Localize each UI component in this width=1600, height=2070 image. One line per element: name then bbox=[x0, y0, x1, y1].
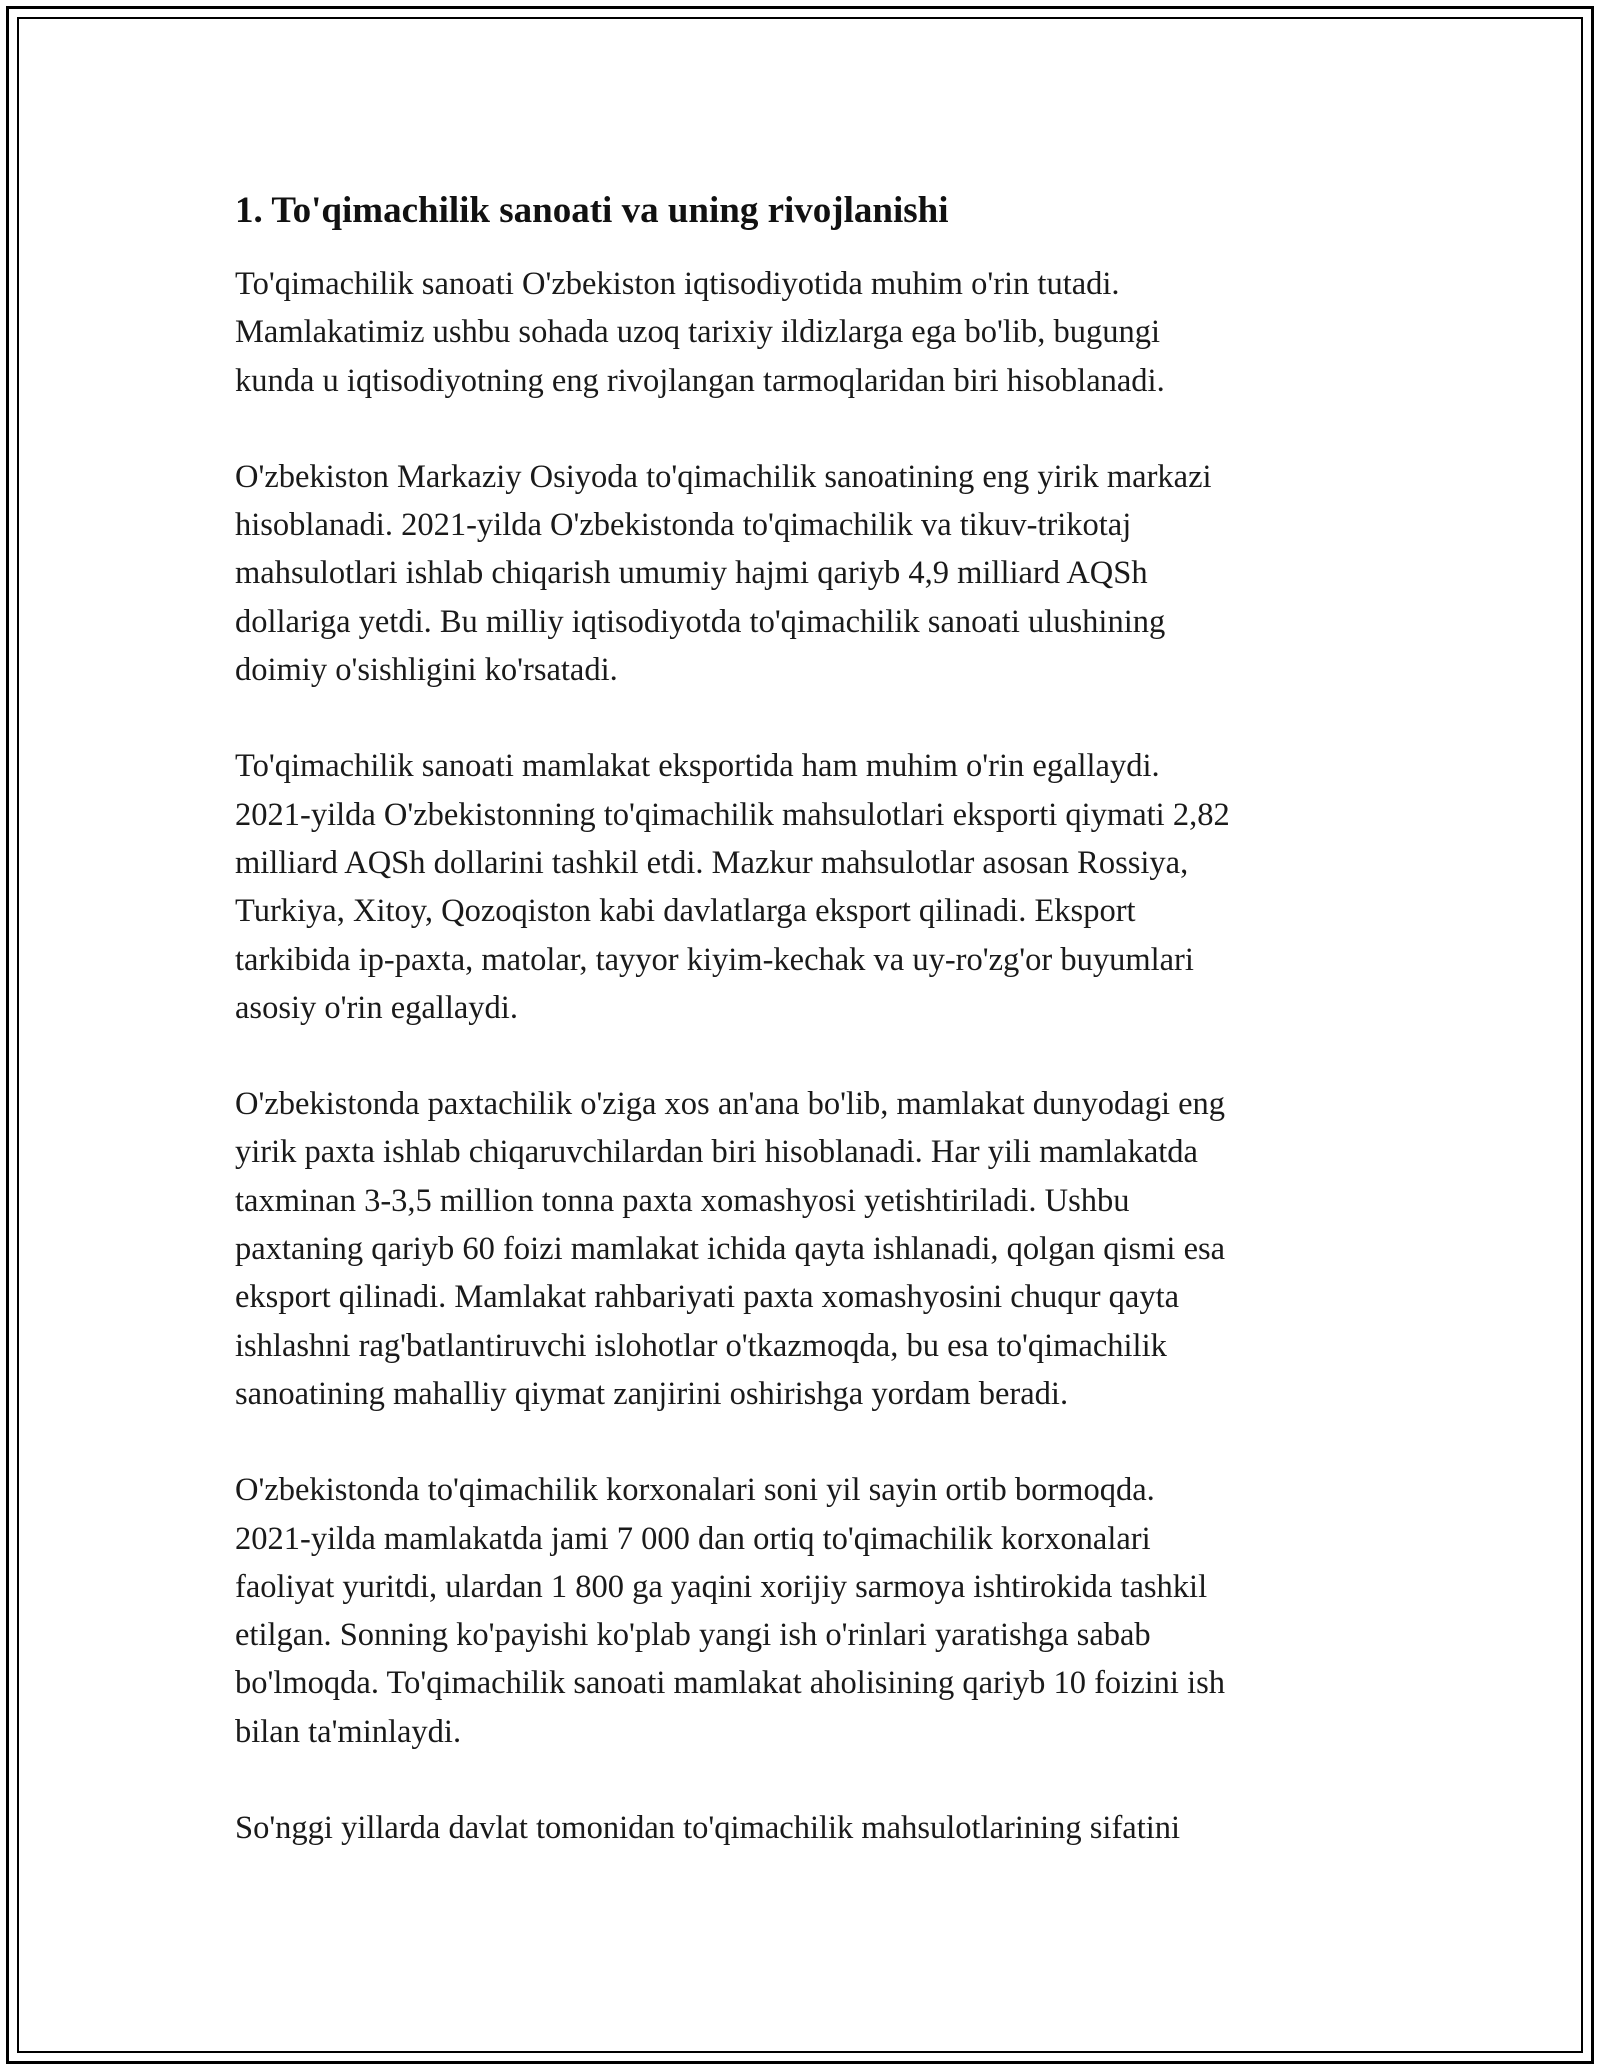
paragraph-list bbox=[235, 260, 1375, 1852]
paragraph-line: Mamlakatimiz ushbu sohada uzoq tarixiy ildizlarga ega bo'lib, bugungi bbox=[235, 314, 1160, 351]
document-body bbox=[235, 186, 1375, 1900]
paragraph-line: tarkibida ip-paxta, matolar, tayyor kiyim-kechak va uy-ro'zg'or buyumlari bbox=[235, 941, 1194, 978]
paragraph-line: 2021-yilda O'zbekistonning to'qimachilik mahsulotlari eksporti qiymati 2,82 bbox=[235, 796, 1230, 833]
paragraph-line: To'qimachilik sanoati O'zbekiston iqtisodiyotida muhim o'rin tutadi. bbox=[235, 266, 1120, 302]
paragraph-line: bo'lmoqda. To'qimachilik sanoati mamlakat aholisining qariyb 10 foizini ish bbox=[235, 1665, 1225, 1702]
paragraph-line: bilan ta'minlaydi. bbox=[235, 1713, 462, 1750]
paragraph-line: kunda u iqtisodiyotning eng rivojlangan tarmoqlaridan biri hisoblanadi. bbox=[235, 362, 1165, 399]
paragraph-line: O'zbekistonda to'qimachilik korxonalari soni yil sayin ortib bormoqda. bbox=[235, 1472, 1155, 1509]
paragraph-line: O'zbekistonda paxtachilik o'ziga xos an'ana bo'lib, mamlakat dunyodagi eng bbox=[235, 1086, 1226, 1123]
paragraph-line: faoliyat yuritdi, ulardan 1 800 ga yaqini xorijiy sarmoya ishtirokida tashkil bbox=[235, 1568, 1208, 1605]
paragraph bbox=[235, 1080, 1375, 1418]
paragraph bbox=[235, 742, 1375, 1032]
paragraph-line: milliard AQSh dollarini tashkil etdi. Mazkur mahsulotlar asosan Rossiya, bbox=[235, 844, 1189, 881]
paragraph-line: mahsulotlari ishlab chiqarish umumiy hajmi qariyb 4,9 milliard AQSh bbox=[235, 555, 1148, 592]
paragraph bbox=[235, 1804, 1375, 1852]
paragraph-line: sanoatining mahalliy qiymat zanjirini oshirishga yordam beradi. bbox=[235, 1375, 1069, 1412]
paragraph-line: So'nggi yillarda davlat tomonidan to'qimachilik mahsulotlarining sifatini bbox=[235, 1810, 1181, 1847]
paragraph-line: doimiy o'sishligini ko'rsatadi. bbox=[235, 652, 618, 689]
paragraph-line: ishlashni rag'batlantiruvchi islohotlar o'tkazmoqda, bu esa to'qimachilik bbox=[235, 1327, 1167, 1364]
paragraph-line: To'qimachilik sanoati mamlakat eksportida ham muhim o'rin egallaydi. bbox=[235, 748, 1160, 785]
paragraph-line: etilgan. Sonning ko'payishi ko'plab yangi ish o'rinlari yaratishga sabab bbox=[235, 1617, 1151, 1654]
paragraph bbox=[235, 453, 1375, 694]
paragraph-line: taxminan 3-3,5 million tonna paxta xomashyosi yetishtiriladi. Ushbu bbox=[235, 1182, 1130, 1219]
paragraph-line: O'zbekiston Markaziy Osiyoda to'qimachilik sanoatining eng yirik markazi bbox=[235, 458, 1212, 495]
paragraph bbox=[235, 260, 1375, 405]
paragraph-line: 2021-yilda mamlakatda jami 7 000 dan ortiq to'qimachilik korxonalari bbox=[235, 1520, 1151, 1557]
paragraph-line: hisoblanadi. 2021-yilda O'zbekistonda to'qimachilik va tikuv-trikotaj bbox=[235, 507, 1132, 544]
paragraph-line: yirik paxta ishlab chiqaruvchilardan biri hisoblanadi. Har yili mamlakatda bbox=[235, 1134, 1198, 1171]
section-heading: 1. To'qimachilik sanoati va uning rivojlanishi bbox=[235, 190, 949, 231]
paragraph-line: dollariga yetdi. Bu milliy iqtisodiyotda to'qimachilik sanoati ulushining bbox=[235, 603, 1166, 640]
paragraph-line: paxtaning qariyb 60 foizi mamlakat ichida qayta ishlanadi, qolgan qismi esa bbox=[235, 1231, 1226, 1268]
paragraph bbox=[235, 1466, 1375, 1756]
paragraph-line: asosiy o'rin egallaydi. bbox=[235, 989, 518, 1026]
paragraph-line: eksport qilinadi. Mamlakat rahbariyati paxta xomashyosini chuqur qayta bbox=[235, 1279, 1180, 1316]
paragraph-line: Turkiya, Xitoy, Qozoqiston kabi davlatlarga eksport qilinadi. Eksport bbox=[235, 893, 1136, 930]
